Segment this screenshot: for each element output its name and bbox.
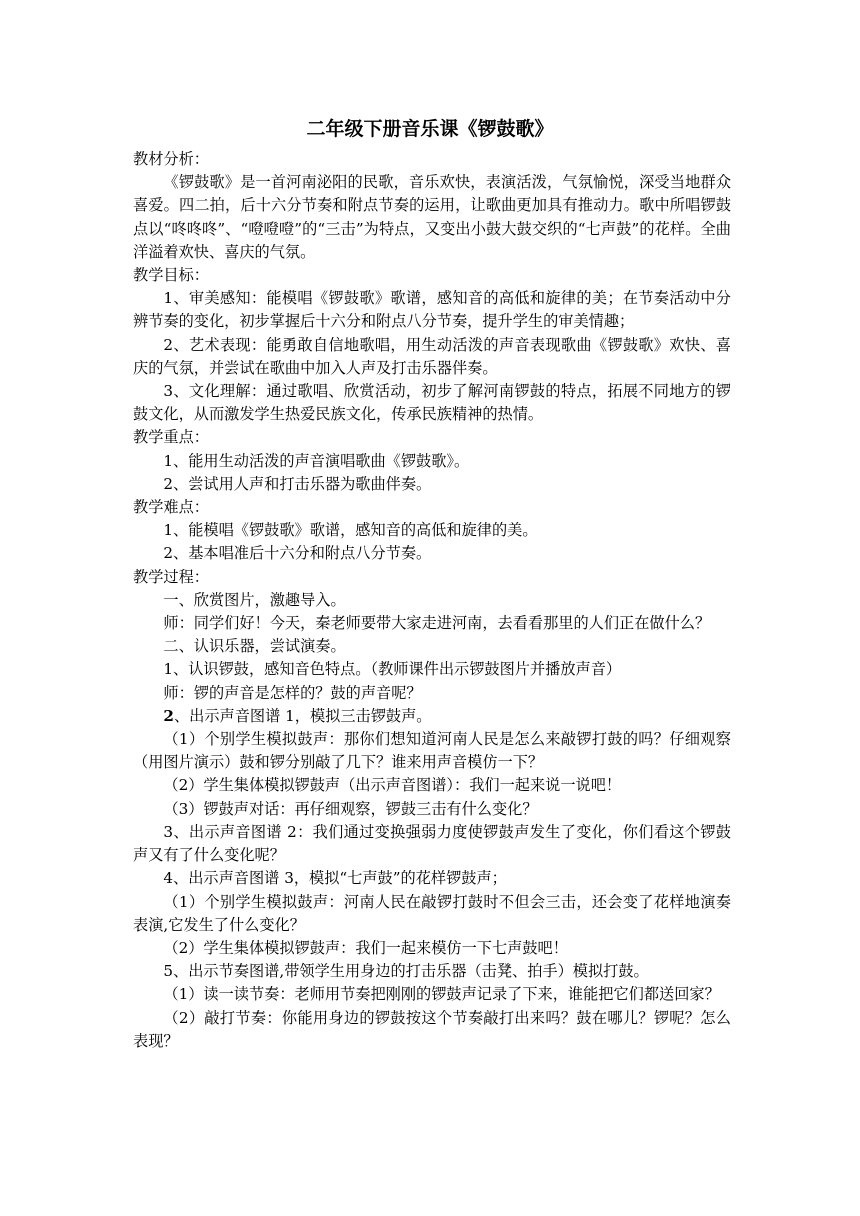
section-heading: 教学过程： <box>133 567 209 586</box>
body-paragraph: 师：同学们好！今天，秦老师要带大家走进河南，去看看那里的人们正在做什么？ <box>163 614 711 633</box>
body-paragraph: （1）个别学生模拟鼓声：河南人民在敲锣打鼓时不但会三击，还会变了花样地演奏表演,它发生了什么变化？ <box>133 892 731 934</box>
body-paragraph: （1）读一读节奏：老师用节奏把刚刚的锣鼓声记录了下来，谁能把它们都送回家？ <box>163 985 720 1004</box>
body-paragraph: 1、能用生动活泼的声音演唱歌曲《锣鼓歌》。 <box>163 451 470 470</box>
body-paragraph: 师：锣的声音是怎样的？鼓的声音呢？ <box>163 683 422 702</box>
body-paragraph: 《锣鼓歌》是一首河南泌阳的民歌，音乐欢快，表演活泼，气氛愉悦，深受当地群众喜爱。四二拍，后十六分节奏和附点节奏的运用，让歌曲更加具有推动力。歌中所唱锣鼓点以“咚咚咚”、“噔噔噔”的“三击”为特点，又变出小鼓大鼓交织的“七声鼓”的花样。全曲洋溢着欢快、喜庆的气氛。 <box>133 173 731 261</box>
body-paragraph: （1）个别学生模拟鼓声：那你们想知道河南人民是怎么来敲锣打鼓的吗？仔细观察（用图片演示）鼓和锣分别敲了几下？谁来用声音模仿一下？ <box>133 730 731 772</box>
section-heading: 教学重点： <box>133 428 209 447</box>
paragraph-text: 、出示声音图谱 1，模拟三击锣鼓声。 <box>173 706 432 725</box>
body-paragraph: 2、基本唱准后十六分和附点八分节奏。 <box>163 544 432 563</box>
body-paragraph: 1、认识锣鼓，感知音色特点。（教师课件出示锣鼓图片并播放声音） <box>163 660 622 679</box>
section-heading: 教学难点： <box>133 498 209 517</box>
body-paragraph: 4、出示声音图谱 3，模拟“七声鼓”的花样锣鼓声； <box>163 869 507 888</box>
section-heading: 教材分析： <box>133 150 209 168</box>
document-body <box>133 148 731 1053</box>
body-paragraph <box>133 705 731 728</box>
body-paragraph: 5、出示节奏图谱,带领学生用身边的打击乐器（击凳、拍手）模拟打鼓。 <box>163 962 649 981</box>
body-paragraph: 1、审美感知：能模唱《锣鼓歌》歌谱，感知音的高低和旋律的美；在节奏活动中分辨节奏的变化，初步掌握后十六分和附点八分节奏，提升学生的审美情趣； <box>133 289 731 331</box>
body-paragraph: 2、尝试用人声和打击乐器为歌曲伴奏。 <box>163 474 432 493</box>
bold-number: 2 <box>163 706 174 725</box>
body-paragraph: 二、认识乐器，尝试演奏。 <box>163 637 346 656</box>
body-paragraph: 一、欣赏图片，激趣导入。 <box>163 590 346 609</box>
body-paragraph: 1、能模唱《锣鼓歌》歌谱，感知音的高低和旋律的美。 <box>163 521 538 540</box>
section-heading: 教学目标： <box>133 266 209 285</box>
body-paragraph: 3、出示声音图谱 2：我们通过变换强弱力度使锣鼓声发生了变化，你们看这个锣鼓声又有了什么变化呢？ <box>133 822 731 865</box>
body-paragraph: （2）敲打节奏：你能用身边的锣鼓按这个节奏敲打出来吗？鼓在哪儿？锣呢？怎么表现？ <box>133 1008 731 1050</box>
body-paragraph: 2、艺术表现：能勇敢自信地歌唱，用生动活泼的声音表现歌曲《锣鼓歌》欢快、喜庆的气氛，并尝试在歌曲中加入人声及打击乐器伴奏。 <box>133 335 731 377</box>
document-title: 二年级下册音乐课《锣鼓歌》 <box>306 118 554 140</box>
body-paragraph: （2）学生集体模拟锣鼓声（出示声音图谱）：我们一起来说一说吧！ <box>163 776 622 795</box>
body-paragraph: （2）学生集体模拟锣鼓声：我们一起来模仿一下七声鼓吧！ <box>163 938 568 957</box>
body-paragraph: 3、文化理解：通过歌唱、欣赏活动，初步了解河南锣鼓的特点，拓展不同地方的锣鼓文化，从而激发学生热爱民族文化，传承民族精神的热情。 <box>133 382 731 424</box>
body-paragraph: （3）锣鼓声对话：再仔细观察，锣鼓三击有什么变化？ <box>163 799 538 818</box>
